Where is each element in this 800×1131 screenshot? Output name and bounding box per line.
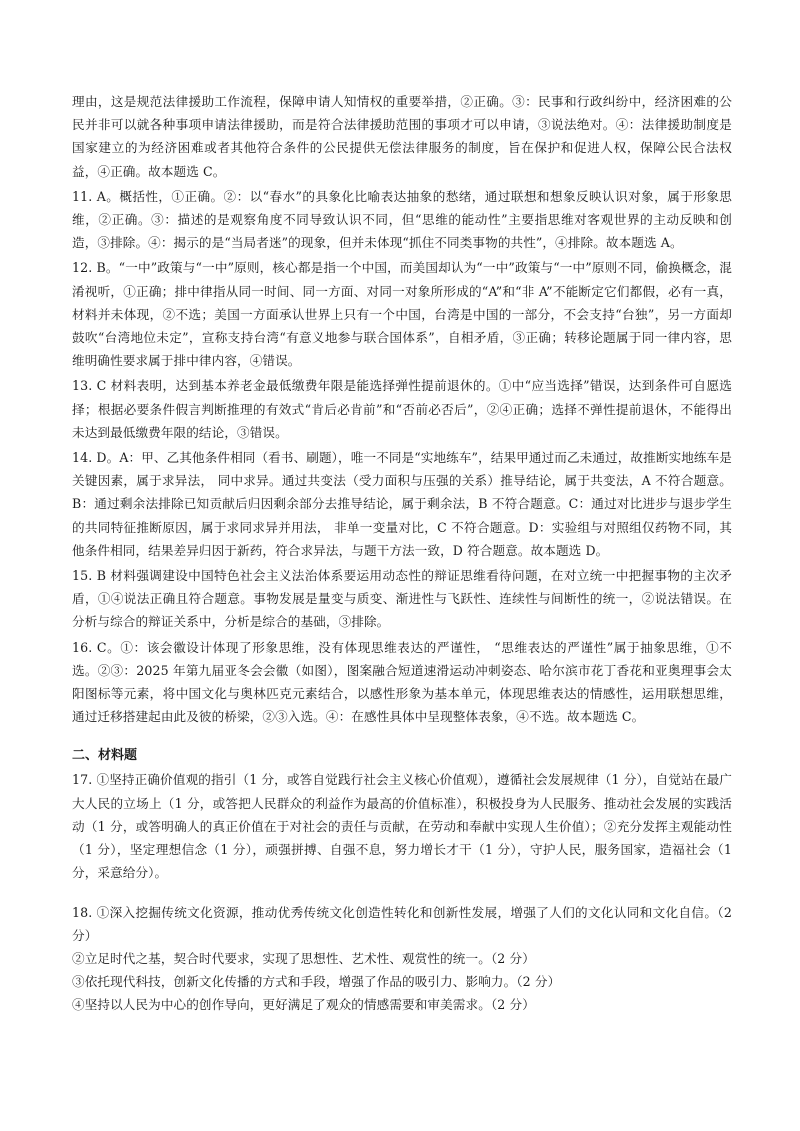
answer-q14: 14. D。A：甲、乙其他条件相同（看书、刷题），唯一不同是“实地练车”，结果甲通过而乙未通过，故推断实地练车是关键因素，属于求异法， 同中求异。通过共变法（受力面积与压强的关系）推导结论，属于共变法，A 不符合题意。B：通过剩余法排除已知贡献后归因剩余部分去推导结论，属于剩余法，B 不符合题意。C：通过对比进步与退步学生的共同特征推断原因，属于求同求异并用法， 非单一变量对比，C 不符合题意。D：实验组与对照组仅药物不同，其他条件相同，结果差异归因于新药，符合求异法，与题干方法一致，D 符合题意。故本题选 D。 <box>72 450 732 558</box>
answer-q16: 16. C。①：该会徽设计体现了形象思维，没有体现思维表达的严谨性， “思维表达的严谨性”属于抽象思维，①不选。②③：2025 年第九届亚冬会会徽（如图），图案融合短道速滑运动冲刺姿态、哈尔滨市花丁香花和亚奥理事会太阳图标等元素，将中国文化与奥林匹克元素结合，以感性形象为基本单元，体现思维表达的情感性，运用联想思维，通过迁移搭建起由此及彼的桥梁，②③入选。④：在感性具体中呈现整体表象，④不选。故本题选 C。 <box>72 639 732 725</box>
answer-q17: 17. ①坚持正确价值观的指引（1 分，或答自觉践行社会主义核心价值观），遵循社会发展规律（1 分），自觉站在最广大人民的立场上（1 分，或答把人民群众的利益作为最高的价值标准），积极投身为人民服务、推动社会发展的实践活动（1 分，或答明确人的真正价值在于对社会的责任与贡献，在劳动和奉献中实现人生价值）；②充分发挥主观能动性（1 分），坚定理想信念（1 分），顽强拼搏、自强不息，努力增长才干（1 分），守护人民，服务国家，造福社会（1 分，采意给分）。 <box>72 772 732 881</box>
answer-q13: 13. C 材料表明，达到基本养老金最低缴费年限是能选择弹性提前退休的。①中“应当选择”错误，达到条件可自愿选择；根据必要条件假言判断推理的有效式“肯后必肯前”和“否前必否后”，②④正确；选择不弹性提前退休，不能得出未达到最低缴费年限的结论，③错误。 <box>72 378 732 440</box>
answer-document <box>72 90 732 1017</box>
answer-q18 <box>72 901 732 1017</box>
answer-q15: 15. B 材料强调建设中国特色社会主义法治体系要运用动态性的辩证思维看待问题，在对立统一中把握事物的主次矛盾，①④说法正确且符合题意。事物发展是量变与质变、渐进性与飞跃性、连续性与间断性的统一，②说法错误。在分析与综合的辩证关系中，分析是综合的基础，③排除。 <box>72 568 732 630</box>
answer-q18-point-2: ②立足时代之基，契合时代要求，实现了思想性、艺术性、观赏性的统一。（2 分） <box>72 950 535 966</box>
answer-q18-point-4: ④坚持以人民为中心的创作导向，更好满足了观众的情感需要和审美需求。（2 分） <box>72 997 535 1013</box>
answer-q10-continuation: 理由，这是规范法律援助工作流程，保障申请人知情权的重要举措，②正确。③：民事和行政纠纷中，经济困难的公民并非可以就各种事项申请法律援助，而是符合法律援助范围的事项才可以申请，③说法绝对。④：法律援助制度是国家建立的为经济困难或者其他符合条件的公民提供无偿法律服务的制度，旨在保护和促进人权，保障公民合法权益，④正确。故本题选 C。 <box>72 94 732 179</box>
section-heading-material: 二、材料题 <box>72 748 138 764</box>
spacer <box>72 887 732 901</box>
answer-q18-point-1: 18. ①深入挖掘传统文化资源，推动优秀传统文化创造性转化和创新性发展，增强了人们的文化认同和文化自信。（2 分） <box>72 904 732 943</box>
answer-q12: 12. B。“一中”政策与“一中”原则，核心都是指一个中国，而美国却认为“一中”政策与“一中”原则不同，偷换概念，混淆视听，①正确；排中律指从同一时间、同一方面、对同一对象所形成的“A”和“非 A”不能断定它们都假，必有一真，材料并未体现，②不选；美国一方面承认世界上只有一个中国，台湾是中国的一部分，不会支持“台独”，另一方面却鼓吹“台湾地位未定”，宣称支持台湾“有意义地参与联合国体系”，自相矛盾，③正确；转移论题属于同一律内容，思维明确性要求属于排中律内容，④错误。 <box>72 260 732 369</box>
answer-q18-point-3: ③依托现代科技，创新文化传播的方式和手段，增强了作品的吸引力、影响力。（2 分） <box>72 974 561 990</box>
answer-q11: 11. A。概括性，①正确。②：以“春水”的具象化比喻表达抽象的愁绪，通过联想和想象反映认识对象，属于形象思维，②正确。③：描述的是观察角度不同导致认识不同，但“思维的能动性”主要指思维对客观世界的主动反映和创造，③排除。④：揭示的是“当局者迷”的现象，但并未体现“抓住不同类事物的共性”，④排除。故本题选 A。 <box>72 188 732 251</box>
